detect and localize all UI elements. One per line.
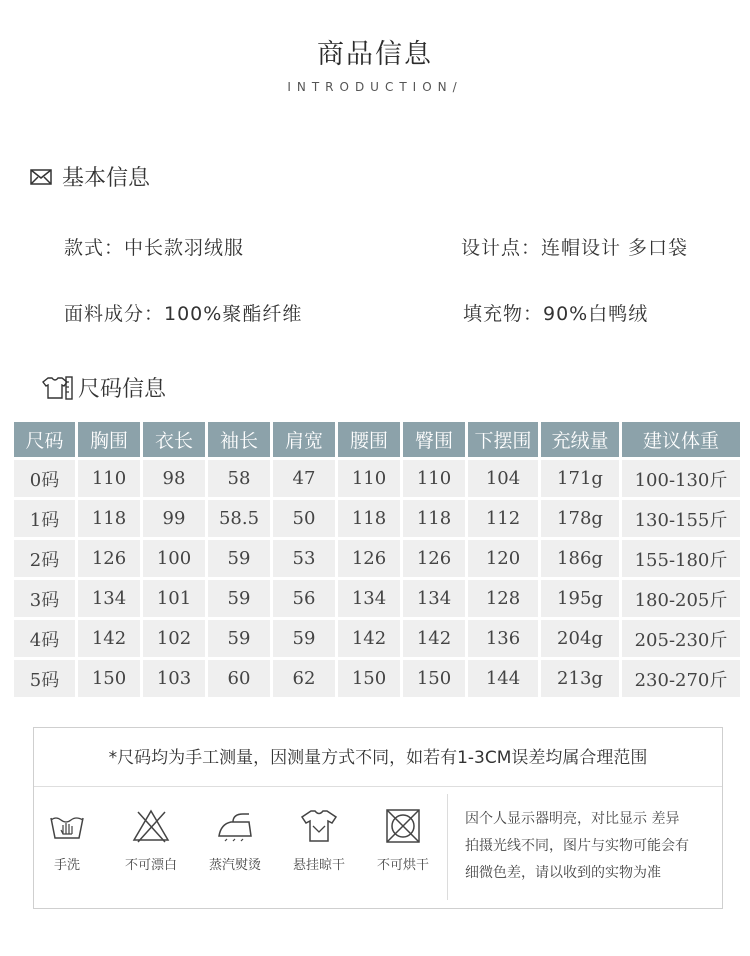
table-cell: 155-180斤 — [622, 540, 740, 577]
basic-info-heading — [30, 161, 150, 192]
care-instructions-box — [33, 727, 723, 909]
table-cell: 126 — [403, 540, 465, 577]
measurement-note: *尺码均为手工测量，因测量方式不同，如若有1-3CM误差均属合理范围 — [34, 728, 722, 787]
table-cell: 186g — [541, 540, 619, 577]
size-table — [11, 419, 743, 700]
care-divider — [447, 794, 448, 900]
basic-info-heading-label: 基本信息 — [62, 166, 151, 191]
care-label: 手洗 — [53, 858, 80, 873]
table-cell: 53 — [273, 540, 335, 577]
table-cell: 120 — [468, 540, 538, 577]
column-header: 衣长 — [143, 422, 205, 457]
table-cell: 58 — [208, 460, 270, 497]
column-header: 充绒量 — [541, 422, 619, 457]
page-title: 商品信息 — [317, 39, 433, 70]
steam-iron-icon — [215, 806, 255, 846]
table-cell: 50 — [273, 500, 335, 537]
table-cell: 62 — [273, 660, 335, 697]
table-cell: 142 — [78, 620, 140, 657]
table-row — [14, 460, 740, 497]
table-cell: 1码 — [14, 500, 75, 537]
column-header: 腰围 — [338, 422, 400, 457]
table-cell: 101 — [143, 580, 205, 617]
table-row — [14, 500, 740, 537]
no-bleach-icon — [131, 806, 171, 846]
table-cell: 0码 — [14, 460, 75, 497]
care-label: 蒸汽熨烫 — [208, 858, 261, 873]
table-cell: 134 — [78, 580, 140, 617]
care-item-steam-iron — [193, 788, 277, 873]
table-cell: 118 — [78, 500, 140, 537]
table-cell: 102 — [143, 620, 205, 657]
table-cell: 230-270斤 — [622, 660, 740, 697]
table-cell: 150 — [78, 660, 140, 697]
table-cell: 204g — [541, 620, 619, 657]
table-cell: 59 — [208, 540, 270, 577]
table-cell: 110 — [403, 460, 465, 497]
care-label: 不可漂白 — [124, 858, 177, 873]
color-disclaimer — [465, 806, 715, 887]
column-header: 尺码 — [14, 422, 75, 457]
size-info-heading-label: 尺码信息 — [78, 377, 167, 402]
hang-dry-icon — [299, 806, 339, 846]
fabric-info: 面料成分：100%聚酯纤维 — [64, 303, 303, 325]
care-label: 不可烘干 — [376, 858, 429, 873]
table-cell: 128 — [468, 580, 538, 617]
disclaimer-line: 拍摄光线不同，图片与实物可能会有 — [465, 838, 689, 854]
table-cell: 59 — [208, 580, 270, 617]
care-item-hand-wash — [25, 788, 109, 873]
column-header: 下摆围 — [468, 422, 538, 457]
table-cell: 103 — [143, 660, 205, 697]
table-cell: 3码 — [14, 580, 75, 617]
column-header: 臀围 — [403, 422, 465, 457]
disclaimer-line: 细微色差，请以收到的实物为准 — [465, 865, 661, 881]
no-tumble-dry-icon — [383, 806, 423, 846]
disclaimer-line: 因个人显示器明亮，对比显示 差异 — [465, 811, 680, 827]
table-cell: 100 — [143, 540, 205, 577]
filling-info: 填充物：90%白鸭绒 — [463, 303, 649, 325]
table-cell: 58.5 — [208, 500, 270, 537]
table-cell: 142 — [338, 620, 400, 657]
table-cell: 100-130斤 — [622, 460, 740, 497]
table-row — [14, 620, 740, 657]
column-header: 袖长 — [208, 422, 270, 457]
table-cell: 98 — [143, 460, 205, 497]
table-cell: 59 — [273, 620, 335, 657]
table-cell: 130-155斤 — [622, 500, 740, 537]
hand-wash-icon — [47, 806, 87, 846]
table-cell: 126 — [78, 540, 140, 577]
table-cell: 142 — [403, 620, 465, 657]
care-item-hang-dry — [277, 788, 361, 873]
page-subtitle: INTRODUCTION/ — [287, 80, 463, 94]
tshirt-ruler-icon — [40, 375, 74, 401]
table-cell: 118 — [338, 500, 400, 537]
table-cell: 136 — [468, 620, 538, 657]
column-header: 胸围 — [78, 422, 140, 457]
table-cell: 47 — [273, 460, 335, 497]
table-cell: 4码 — [14, 620, 75, 657]
table-cell: 59 — [208, 620, 270, 657]
column-header: 肩宽 — [273, 422, 335, 457]
table-cell: 118 — [403, 500, 465, 537]
table-cell: 178g — [541, 500, 619, 537]
table-cell: 180-205斤 — [622, 580, 740, 617]
table-row — [14, 660, 740, 697]
care-label: 悬挂晾干 — [292, 858, 345, 873]
care-item-no-bleach — [109, 788, 193, 873]
table-row — [14, 540, 740, 577]
care-icons-row — [34, 788, 449, 908]
table-cell: 5码 — [14, 660, 75, 697]
table-cell: 134 — [403, 580, 465, 617]
table-cell: 110 — [338, 460, 400, 497]
table-cell: 150 — [403, 660, 465, 697]
table-cell: 126 — [338, 540, 400, 577]
column-header: 建议体重 — [622, 422, 740, 457]
table-cell: 60 — [208, 660, 270, 697]
table-cell: 195g — [541, 580, 619, 617]
table-cell: 205-230斤 — [622, 620, 740, 657]
table-cell: 150 — [338, 660, 400, 697]
care-item-no-tumble-dry — [361, 788, 445, 873]
table-cell: 213g — [541, 660, 619, 697]
table-cell: 112 — [468, 500, 538, 537]
size-table-header-row — [14, 422, 740, 457]
table-cell: 134 — [338, 580, 400, 617]
table-cell: 56 — [273, 580, 335, 617]
style-info: 款式：中长款羽绒服 — [64, 237, 245, 259]
table-cell: 171g — [541, 460, 619, 497]
table-cell: 110 — [78, 460, 140, 497]
table-cell: 104 — [468, 460, 538, 497]
envelope-icon — [30, 168, 52, 186]
design-info: 设计点：连帽设计 多口袋 — [461, 237, 689, 259]
table-cell: 2码 — [14, 540, 75, 577]
size-info-heading — [40, 372, 166, 403]
table-row — [14, 580, 740, 617]
table-cell: 144 — [468, 660, 538, 697]
table-cell: 99 — [143, 500, 205, 537]
